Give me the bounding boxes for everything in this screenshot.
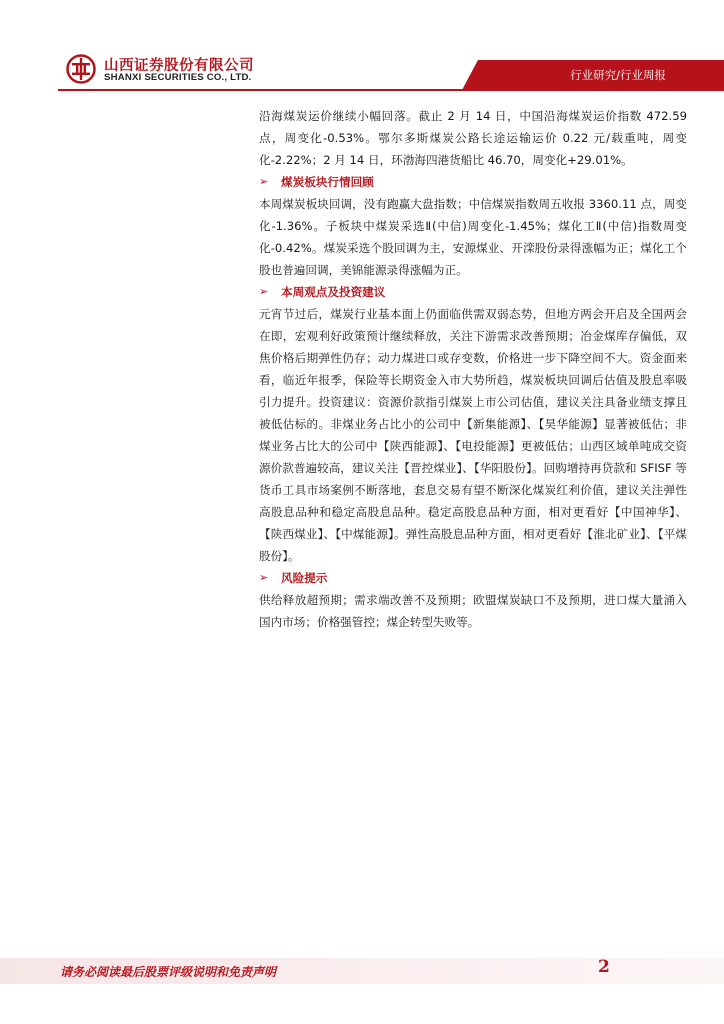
report-type-tag: 行业研究/行业周报: [570, 68, 666, 82]
risk-paragraph: 供给释放超预期；需求端改善不及预期；欧盟煤炭缺口不及预期，进口煤大量涌入国内市场；价格强管控；煤企转型失败等。: [259, 593, 687, 629]
header-divider: [58, 89, 724, 91]
company-logo-icon: [66, 54, 96, 84]
investment-view-paragraph: 元宵节过后，煤炭行业基本面上仍面临供需双弱态势，但地方两会开启及全国两会在即，宏观利好政策预计继续释放，关注下游需求改善预期；冶金煤库存偏低，双焦价格后期弹性仍存；动力煤进口或存变数，价格进一步下降空间不大。资金面来看，临近年报季，保险等长期资金入市大势所趋，煤炭板块回调后估值及股息率吸引力提升。投资建议：资源价款指引煤炭上市公司估值，建议关注具备业绩支撑且被低估标的。非煤业务占比小的公司中【新集能源】、【昊华能源】显著被低估；非煤业务占比大的公司中【陕西能源】、【电投能源】更被低估；山西区域单吨成交资源价款普遍较高，建议关注【晋控煤业】、【华阳股份】。回购增持再贷款和 SFISF 等货币工具市场案例不断落地，套息交易有望不断深化煤炭红利价值，建议关注弹性高股息品种和稳定高股息品种。稳定高股息品种方面，相对更看好【中国神华】、【陕西煤业】、【中煤能源】。弹性高股息品种方面，相对更看好【淮北矿业】、【平煤股份】。: [259, 307, 687, 563]
bullet-arrow-icon: ➢: [259, 175, 269, 188]
footer-disclaimer: 请务必阅读最后股票评级说明和免责声明: [60, 965, 277, 979]
bullet-arrow-icon: ➢: [259, 571, 269, 584]
page-header: [0, 0, 724, 100]
section-heading-market-review: [259, 171, 687, 193]
company-name-en: SHANXI SECURITIES CO., LTD.: [104, 72, 252, 83]
section-heading-risk: [259, 567, 687, 589]
company-name-cn: 山西证券股份有限公司: [104, 58, 254, 74]
bullet-arrow-icon: ➢: [259, 285, 269, 298]
section-title: 风险提示: [281, 571, 328, 585]
freight-paragraph: 沿海煤炭运价继续小幅回落。截止 2 月 14 日，中国沿海煤炭运价指数 472.59 点，周变化-0.53%。鄂尔多斯煤炭公路长途运输运价 0.22 元/载重吨，周变化-2.22%；2 月 14 日，环渤海四港货船比 46.70，周变化+29.01%。: [259, 109, 687, 167]
section-title: 煤炭板块行情回顾: [281, 175, 374, 189]
report-body: [259, 105, 687, 633]
market-review-paragraph: 本周煤炭板块回调，没有跑赢大盘指数；中信煤炭指数周五收报 3360.11 点，周变化-1.36%。子板块中煤炭采选Ⅱ(中信)周变化-1.45%；煤化工Ⅱ(中信)指数周变化-0.42%。煤炭采选个股回调为主，安源煤业、开滦股份录得涨幅为正；煤化工个股也普遍回调，美锦能源录得涨幅为正。: [259, 197, 687, 277]
page-number: 2: [598, 957, 610, 977]
section-title: 本周观点及投资建议: [281, 285, 386, 299]
section-heading-investment-view: [259, 281, 687, 303]
